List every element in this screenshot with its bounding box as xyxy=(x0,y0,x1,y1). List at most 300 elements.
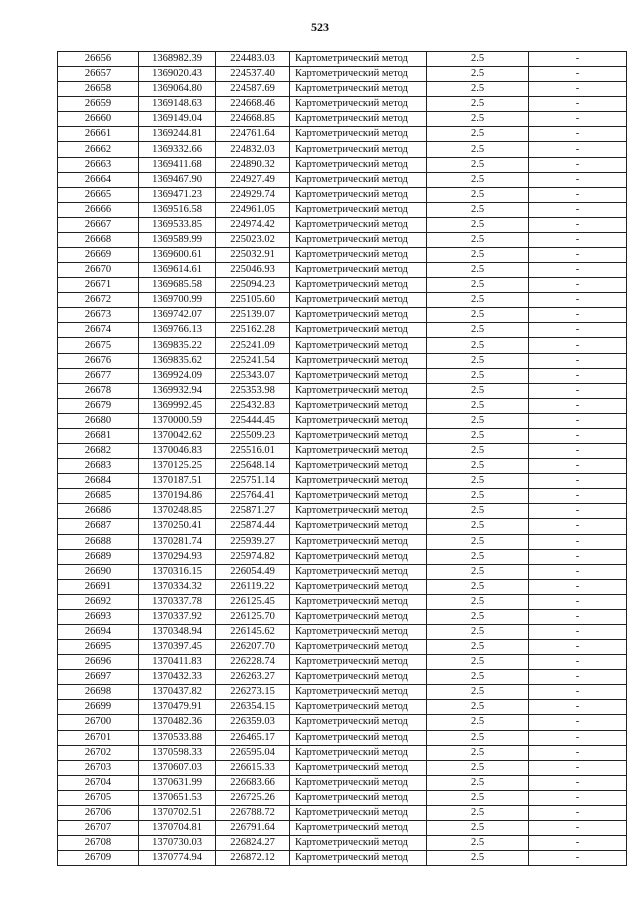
table-row xyxy=(58,805,627,820)
x-coordinate-cell: 1369924.09 xyxy=(139,368,216,383)
note-cell: - xyxy=(529,489,627,504)
accuracy-cell: 2.5 xyxy=(427,217,529,232)
y-coordinate-cell: 225939.27 xyxy=(216,534,290,549)
accuracy-cell: 2.5 xyxy=(427,459,529,474)
y-coordinate-cell: 226125.70 xyxy=(216,609,290,624)
accuracy-cell: 2.5 xyxy=(427,624,529,639)
x-coordinate-cell: 1370411.83 xyxy=(139,655,216,670)
method-cell: Картометрический метод xyxy=(290,730,427,745)
y-coordinate-cell: 226054.49 xyxy=(216,564,290,579)
note-cell: - xyxy=(529,444,627,459)
point-id-cell: 26688 xyxy=(58,534,139,549)
accuracy-cell: 2.5 xyxy=(427,700,529,715)
point-id-cell: 26676 xyxy=(58,353,139,368)
x-coordinate-cell: 1370533.88 xyxy=(139,730,216,745)
table-row xyxy=(58,489,627,504)
y-coordinate-cell: 226207.70 xyxy=(216,640,290,655)
x-coordinate-cell: 1370316.15 xyxy=(139,564,216,579)
note-cell: - xyxy=(529,640,627,655)
accuracy-cell: 2.5 xyxy=(427,157,529,172)
table-row xyxy=(58,52,627,67)
point-id-cell: 26658 xyxy=(58,82,139,97)
x-coordinate-cell: 1370479.91 xyxy=(139,700,216,715)
table-row xyxy=(58,609,627,624)
y-coordinate-cell: 226725.26 xyxy=(216,790,290,805)
accuracy-cell: 2.5 xyxy=(427,836,529,851)
accuracy-cell: 2.5 xyxy=(427,851,529,866)
point-id-cell: 26682 xyxy=(58,444,139,459)
point-id-cell: 26667 xyxy=(58,217,139,232)
point-id-cell: 26657 xyxy=(58,67,139,82)
y-coordinate-cell: 225343.07 xyxy=(216,368,290,383)
table-row xyxy=(58,428,627,443)
x-coordinate-cell: 1370042.62 xyxy=(139,428,216,443)
note-cell: - xyxy=(529,851,627,866)
table-row xyxy=(58,142,627,157)
x-coordinate-cell: 1370046.83 xyxy=(139,444,216,459)
y-coordinate-cell: 225139.07 xyxy=(216,308,290,323)
method-cell: Картометрический метод xyxy=(290,368,427,383)
point-id-cell: 26697 xyxy=(58,670,139,685)
table-row xyxy=(58,278,627,293)
note-cell: - xyxy=(529,232,627,247)
note-cell: - xyxy=(529,700,627,715)
note-cell: - xyxy=(529,293,627,308)
point-id-cell: 26656 xyxy=(58,52,139,67)
note-cell: - xyxy=(529,790,627,805)
y-coordinate-cell: 225509.23 xyxy=(216,428,290,443)
method-cell: Картометрический метод xyxy=(290,564,427,579)
x-coordinate-cell: 1369614.61 xyxy=(139,263,216,278)
table-row xyxy=(58,202,627,217)
method-cell: Картометрический метод xyxy=(290,504,427,519)
accuracy-cell: 2.5 xyxy=(427,444,529,459)
point-id-cell: 26675 xyxy=(58,338,139,353)
note-cell: - xyxy=(529,624,627,639)
note-cell: - xyxy=(529,715,627,730)
x-coordinate-cell: 1370248.85 xyxy=(139,504,216,519)
accuracy-cell: 2.5 xyxy=(427,805,529,820)
point-id-cell: 26687 xyxy=(58,519,139,534)
note-cell: - xyxy=(529,428,627,443)
table-row xyxy=(58,263,627,278)
accuracy-cell: 2.5 xyxy=(427,413,529,428)
note-cell: - xyxy=(529,820,627,835)
table-row xyxy=(58,579,627,594)
point-id-cell: 26674 xyxy=(58,323,139,338)
accuracy-cell: 2.5 xyxy=(427,293,529,308)
note-cell: - xyxy=(529,127,627,142)
x-coordinate-cell: 1370704.81 xyxy=(139,820,216,835)
point-id-cell: 26665 xyxy=(58,187,139,202)
point-id-cell: 26700 xyxy=(58,715,139,730)
point-id-cell: 26693 xyxy=(58,609,139,624)
table-row xyxy=(58,82,627,97)
point-id-cell: 26661 xyxy=(58,127,139,142)
table-row xyxy=(58,127,627,142)
y-coordinate-cell: 225764.41 xyxy=(216,489,290,504)
x-coordinate-cell: 1370250.41 xyxy=(139,519,216,534)
y-coordinate-cell: 225516.01 xyxy=(216,444,290,459)
point-id-cell: 26702 xyxy=(58,745,139,760)
x-coordinate-cell: 1369685.58 xyxy=(139,278,216,293)
point-id-cell: 26681 xyxy=(58,428,139,443)
point-id-cell: 26659 xyxy=(58,97,139,112)
note-cell: - xyxy=(529,413,627,428)
y-coordinate-cell: 226273.15 xyxy=(216,685,290,700)
y-coordinate-cell: 225871.27 xyxy=(216,504,290,519)
table-row xyxy=(58,248,627,263)
note-cell: - xyxy=(529,730,627,745)
x-coordinate-cell: 1369766.13 xyxy=(139,323,216,338)
table-row xyxy=(58,444,627,459)
method-cell: Картометрический метод xyxy=(290,836,427,851)
table-row xyxy=(58,670,627,685)
table-row xyxy=(58,459,627,474)
point-id-cell: 26668 xyxy=(58,232,139,247)
table-row xyxy=(58,368,627,383)
x-coordinate-cell: 1370730.03 xyxy=(139,836,216,851)
table-row xyxy=(58,640,627,655)
note-cell: - xyxy=(529,760,627,775)
point-id-cell: 26694 xyxy=(58,624,139,639)
accuracy-cell: 2.5 xyxy=(427,760,529,775)
x-coordinate-cell: 1369835.62 xyxy=(139,353,216,368)
point-id-cell: 26680 xyxy=(58,413,139,428)
note-cell: - xyxy=(529,504,627,519)
method-cell: Картометрический метод xyxy=(290,670,427,685)
point-id-cell: 26709 xyxy=(58,851,139,866)
y-coordinate-cell: 226263.27 xyxy=(216,670,290,685)
y-coordinate-cell: 225444.45 xyxy=(216,413,290,428)
y-coordinate-cell: 226145.62 xyxy=(216,624,290,639)
x-coordinate-cell: 1370294.93 xyxy=(139,549,216,564)
x-coordinate-cell: 1369589.99 xyxy=(139,232,216,247)
x-coordinate-cell: 1369020.43 xyxy=(139,67,216,82)
note-cell: - xyxy=(529,97,627,112)
accuracy-cell: 2.5 xyxy=(427,398,529,413)
point-id-cell: 26669 xyxy=(58,248,139,263)
x-coordinate-cell: 1369533.85 xyxy=(139,217,216,232)
table-row xyxy=(58,232,627,247)
accuracy-cell: 2.5 xyxy=(427,187,529,202)
note-cell: - xyxy=(529,549,627,564)
y-coordinate-cell: 224537.40 xyxy=(216,67,290,82)
table-row xyxy=(58,700,627,715)
accuracy-cell: 2.5 xyxy=(427,52,529,67)
table-row xyxy=(58,504,627,519)
x-coordinate-cell: 1370432.33 xyxy=(139,670,216,685)
table-row xyxy=(58,217,627,232)
note-cell: - xyxy=(529,217,627,232)
method-cell: Картометрический метод xyxy=(290,293,427,308)
y-coordinate-cell: 226872.12 xyxy=(216,851,290,866)
point-id-cell: 26670 xyxy=(58,263,139,278)
y-coordinate-cell: 224483.03 xyxy=(216,52,290,67)
table-row xyxy=(58,775,627,790)
y-coordinate-cell: 226791.64 xyxy=(216,820,290,835)
note-cell: - xyxy=(529,775,627,790)
note-cell: - xyxy=(529,323,627,338)
table-row xyxy=(58,790,627,805)
point-id-cell: 26698 xyxy=(58,685,139,700)
accuracy-cell: 2.5 xyxy=(427,172,529,187)
y-coordinate-cell: 225874.44 xyxy=(216,519,290,534)
accuracy-cell: 2.5 xyxy=(427,308,529,323)
method-cell: Картометрический метод xyxy=(290,760,427,775)
y-coordinate-cell: 224929.74 xyxy=(216,187,290,202)
coordinates-table xyxy=(57,51,627,866)
y-coordinate-cell: 226359.03 xyxy=(216,715,290,730)
x-coordinate-cell: 1369467.90 xyxy=(139,172,216,187)
y-coordinate-cell: 225751.14 xyxy=(216,474,290,489)
table-row xyxy=(58,383,627,398)
accuracy-cell: 2.5 xyxy=(427,127,529,142)
table-row xyxy=(58,413,627,428)
y-coordinate-cell: 225162.28 xyxy=(216,323,290,338)
x-coordinate-cell: 1368982.39 xyxy=(139,52,216,67)
y-coordinate-cell: 226119.22 xyxy=(216,579,290,594)
method-cell: Картометрический метод xyxy=(290,715,427,730)
point-id-cell: 26679 xyxy=(58,398,139,413)
table-row xyxy=(58,745,627,760)
table-row xyxy=(58,534,627,549)
table-row xyxy=(58,549,627,564)
method-cell: Картометрический метод xyxy=(290,127,427,142)
y-coordinate-cell: 225353.98 xyxy=(216,383,290,398)
method-cell: Картометрический метод xyxy=(290,97,427,112)
note-cell: - xyxy=(529,745,627,760)
accuracy-cell: 2.5 xyxy=(427,202,529,217)
method-cell: Картометрический метод xyxy=(290,413,427,428)
note-cell: - xyxy=(529,519,627,534)
note-cell: - xyxy=(529,353,627,368)
point-id-cell: 26690 xyxy=(58,564,139,579)
table-row xyxy=(58,398,627,413)
accuracy-cell: 2.5 xyxy=(427,579,529,594)
note-cell: - xyxy=(529,383,627,398)
table-row xyxy=(58,685,627,700)
point-id-cell: 26685 xyxy=(58,489,139,504)
table-row xyxy=(58,519,627,534)
x-coordinate-cell: 1370437.82 xyxy=(139,685,216,700)
note-cell: - xyxy=(529,685,627,700)
point-id-cell: 26704 xyxy=(58,775,139,790)
accuracy-cell: 2.5 xyxy=(427,594,529,609)
x-coordinate-cell: 1370125.25 xyxy=(139,459,216,474)
accuracy-cell: 2.5 xyxy=(427,790,529,805)
x-coordinate-cell: 1370631.99 xyxy=(139,775,216,790)
table-row xyxy=(58,474,627,489)
method-cell: Картометрический метод xyxy=(290,790,427,805)
point-id-cell: 26663 xyxy=(58,157,139,172)
point-id-cell: 26701 xyxy=(58,730,139,745)
accuracy-cell: 2.5 xyxy=(427,82,529,97)
method-cell: Картометрический метод xyxy=(290,338,427,353)
note-cell: - xyxy=(529,248,627,263)
method-cell: Картометрический метод xyxy=(290,428,427,443)
table-row xyxy=(58,353,627,368)
accuracy-cell: 2.5 xyxy=(427,263,529,278)
accuracy-cell: 2.5 xyxy=(427,640,529,655)
accuracy-cell: 2.5 xyxy=(427,685,529,700)
accuracy-cell: 2.5 xyxy=(427,383,529,398)
table-row xyxy=(58,760,627,775)
table-row xyxy=(58,655,627,670)
note-cell: - xyxy=(529,655,627,670)
note-cell: - xyxy=(529,52,627,67)
accuracy-cell: 2.5 xyxy=(427,489,529,504)
method-cell: Картометрический метод xyxy=(290,383,427,398)
point-id-cell: 26664 xyxy=(58,172,139,187)
y-coordinate-cell: 225094.23 xyxy=(216,278,290,293)
note-cell: - xyxy=(529,157,627,172)
point-id-cell: 26686 xyxy=(58,504,139,519)
table-row xyxy=(58,112,627,127)
method-cell: Картометрический метод xyxy=(290,353,427,368)
y-coordinate-cell: 226354.15 xyxy=(216,700,290,715)
method-cell: Картометрический метод xyxy=(290,820,427,835)
y-coordinate-cell: 224761.64 xyxy=(216,127,290,142)
point-id-cell: 26678 xyxy=(58,383,139,398)
point-id-cell: 26707 xyxy=(58,820,139,835)
method-cell: Картометрический метод xyxy=(290,459,427,474)
accuracy-cell: 2.5 xyxy=(427,564,529,579)
point-id-cell: 26696 xyxy=(58,655,139,670)
method-cell: Картометрический метод xyxy=(290,805,427,820)
x-coordinate-cell: 1369244.81 xyxy=(139,127,216,142)
method-cell: Картометрический метод xyxy=(290,700,427,715)
table-row xyxy=(58,820,627,835)
x-coordinate-cell: 1369516.58 xyxy=(139,202,216,217)
method-cell: Картометрический метод xyxy=(290,112,427,127)
note-cell: - xyxy=(529,609,627,624)
y-coordinate-cell: 224587.69 xyxy=(216,82,290,97)
method-cell: Картометрический метод xyxy=(290,534,427,549)
x-coordinate-cell: 1369835.22 xyxy=(139,338,216,353)
x-coordinate-cell: 1370337.92 xyxy=(139,609,216,624)
accuracy-cell: 2.5 xyxy=(427,338,529,353)
note-cell: - xyxy=(529,187,627,202)
note-cell: - xyxy=(529,278,627,293)
x-coordinate-cell: 1370194.86 xyxy=(139,489,216,504)
x-coordinate-cell: 1370187.51 xyxy=(139,474,216,489)
note-cell: - xyxy=(529,263,627,278)
method-cell: Картометрический метод xyxy=(290,489,427,504)
method-cell: Картометрический метод xyxy=(290,323,427,338)
x-coordinate-cell: 1369411.68 xyxy=(139,157,216,172)
method-cell: Картометрический метод xyxy=(290,579,427,594)
x-coordinate-cell: 1369064.80 xyxy=(139,82,216,97)
table-row xyxy=(58,97,627,112)
table-row xyxy=(58,338,627,353)
table-row xyxy=(58,157,627,172)
accuracy-cell: 2.5 xyxy=(427,248,529,263)
point-id-cell: 26684 xyxy=(58,474,139,489)
method-cell: Картометрический метод xyxy=(290,594,427,609)
accuracy-cell: 2.5 xyxy=(427,232,529,247)
x-coordinate-cell: 1369932.94 xyxy=(139,383,216,398)
point-id-cell: 26666 xyxy=(58,202,139,217)
accuracy-cell: 2.5 xyxy=(427,368,529,383)
accuracy-cell: 2.5 xyxy=(427,775,529,790)
y-coordinate-cell: 224668.46 xyxy=(216,97,290,112)
y-coordinate-cell: 224961.05 xyxy=(216,202,290,217)
y-coordinate-cell: 226125.45 xyxy=(216,594,290,609)
method-cell: Картометрический метод xyxy=(290,745,427,760)
method-cell: Картометрический метод xyxy=(290,851,427,866)
method-cell: Картометрический метод xyxy=(290,157,427,172)
y-coordinate-cell: 226824.27 xyxy=(216,836,290,851)
y-coordinate-cell: 225648.14 xyxy=(216,459,290,474)
table-row xyxy=(58,187,627,202)
method-cell: Картометрический метод xyxy=(290,474,427,489)
method-cell: Картометрический метод xyxy=(290,624,427,639)
x-coordinate-cell: 1370337.78 xyxy=(139,594,216,609)
accuracy-cell: 2.5 xyxy=(427,745,529,760)
accuracy-cell: 2.5 xyxy=(427,655,529,670)
x-coordinate-cell: 1369471.23 xyxy=(139,187,216,202)
x-coordinate-cell: 1370651.53 xyxy=(139,790,216,805)
note-cell: - xyxy=(529,534,627,549)
point-id-cell: 26705 xyxy=(58,790,139,805)
note-cell: - xyxy=(529,579,627,594)
note-cell: - xyxy=(529,172,627,187)
x-coordinate-cell: 1369148.63 xyxy=(139,97,216,112)
method-cell: Картометрический метод xyxy=(290,172,427,187)
y-coordinate-cell: 224927.49 xyxy=(216,172,290,187)
y-coordinate-cell: 225032.91 xyxy=(216,248,290,263)
accuracy-cell: 2.5 xyxy=(427,323,529,338)
accuracy-cell: 2.5 xyxy=(427,534,529,549)
y-coordinate-cell: 225241.54 xyxy=(216,353,290,368)
note-cell: - xyxy=(529,459,627,474)
accuracy-cell: 2.5 xyxy=(427,715,529,730)
point-id-cell: 26691 xyxy=(58,579,139,594)
page-number: 523 xyxy=(311,20,329,34)
x-coordinate-cell: 1370348.94 xyxy=(139,624,216,639)
point-id-cell: 26695 xyxy=(58,640,139,655)
table-row xyxy=(58,308,627,323)
table-row xyxy=(58,293,627,308)
note-cell: - xyxy=(529,67,627,82)
method-cell: Картометрический метод xyxy=(290,248,427,263)
note-cell: - xyxy=(529,805,627,820)
method-cell: Картометрический метод xyxy=(290,142,427,157)
x-coordinate-cell: 1370397.45 xyxy=(139,640,216,655)
x-coordinate-cell: 1369700.99 xyxy=(139,293,216,308)
y-coordinate-cell: 224890.32 xyxy=(216,157,290,172)
method-cell: Картометрический метод xyxy=(290,202,427,217)
method-cell: Картометрический метод xyxy=(290,52,427,67)
table-row xyxy=(58,730,627,745)
note-cell: - xyxy=(529,368,627,383)
accuracy-cell: 2.5 xyxy=(427,353,529,368)
y-coordinate-cell: 226228.74 xyxy=(216,655,290,670)
point-id-cell: 26660 xyxy=(58,112,139,127)
accuracy-cell: 2.5 xyxy=(427,428,529,443)
x-coordinate-cell: 1370702.51 xyxy=(139,805,216,820)
y-coordinate-cell: 226788.72 xyxy=(216,805,290,820)
method-cell: Картометрический метод xyxy=(290,232,427,247)
point-id-cell: 26673 xyxy=(58,308,139,323)
x-coordinate-cell: 1369149.04 xyxy=(139,112,216,127)
table-row xyxy=(58,715,627,730)
accuracy-cell: 2.5 xyxy=(427,97,529,112)
table-body xyxy=(58,52,627,866)
y-coordinate-cell: 225241.09 xyxy=(216,338,290,353)
table-row xyxy=(58,624,627,639)
